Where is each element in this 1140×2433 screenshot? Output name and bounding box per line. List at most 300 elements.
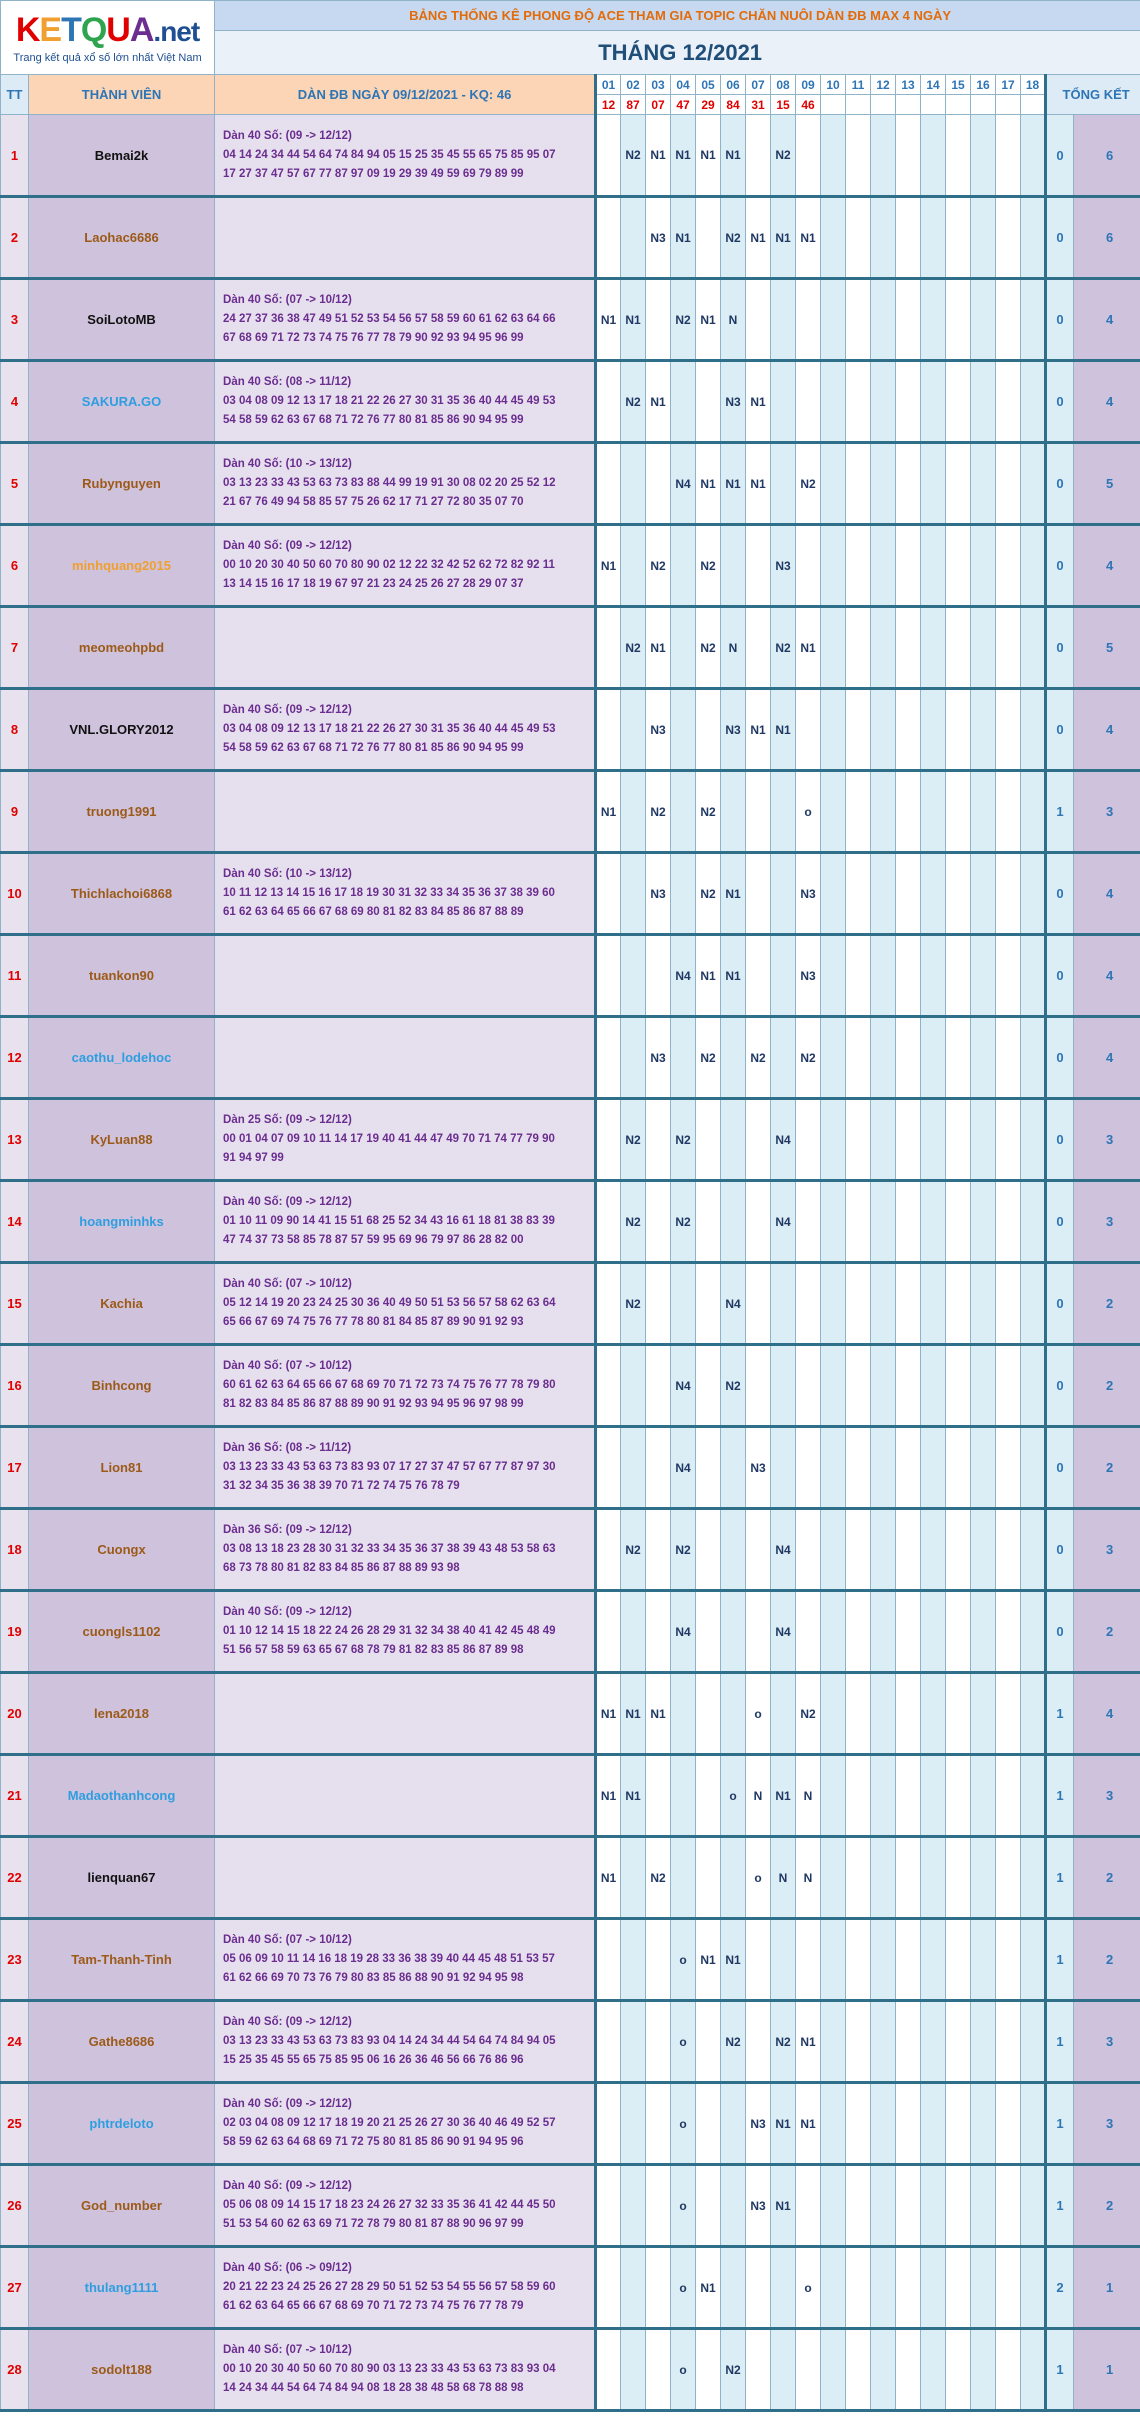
day-header: 15 bbox=[946, 75, 971, 95]
day-mark: N3 bbox=[646, 1017, 671, 1099]
day-mark bbox=[871, 689, 896, 771]
day-mark bbox=[746, 525, 771, 607]
member-name[interactable]: Cuongx bbox=[29, 1509, 215, 1591]
day-mark: N4 bbox=[771, 1099, 796, 1181]
day-mark: N1 bbox=[646, 115, 671, 197]
day-mark bbox=[846, 2001, 871, 2083]
summary-left: 0 bbox=[1046, 1263, 1074, 1345]
day-mark bbox=[696, 1427, 721, 1509]
day-mark: N1 bbox=[771, 2165, 796, 2247]
day-mark bbox=[971, 1345, 996, 1427]
day-mark bbox=[871, 1509, 896, 1591]
day-mark bbox=[821, 2001, 846, 2083]
day-mark bbox=[896, 2247, 921, 2329]
day-mark bbox=[746, 115, 771, 197]
day-mark bbox=[971, 1263, 996, 1345]
member-row bbox=[1, 771, 1140, 853]
day-mark bbox=[896, 1591, 921, 1673]
day-mark bbox=[746, 1509, 771, 1591]
day-mark bbox=[921, 607, 946, 689]
day-mark bbox=[946, 525, 971, 607]
member-row bbox=[1, 689, 1140, 771]
day-header: 13 bbox=[896, 75, 921, 95]
member-name[interactable]: Gathe8686 bbox=[29, 2001, 215, 2083]
day-mark bbox=[846, 2165, 871, 2247]
day-mark bbox=[846, 1509, 871, 1591]
day-mark bbox=[621, 2165, 646, 2247]
day-mark bbox=[946, 607, 971, 689]
member-name[interactable]: KyLuan88 bbox=[29, 1099, 215, 1181]
dan-line: Dàn 40 Số: (07 -> 10/12) bbox=[223, 1278, 352, 1290]
day-mark bbox=[1021, 1591, 1046, 1673]
day-mark bbox=[771, 853, 796, 935]
day-mark bbox=[896, 1263, 921, 1345]
day-mark bbox=[921, 2247, 946, 2329]
day-mark bbox=[871, 1181, 896, 1263]
result-header: 07 bbox=[646, 95, 671, 115]
member-name[interactable]: Madaothanhcong bbox=[29, 1755, 215, 1837]
day-mark bbox=[646, 1345, 671, 1427]
dan-line: 15 25 35 45 55 65 75 85 95 06 16 26 36 46 56 66 76 86 96 bbox=[223, 2054, 524, 2066]
day-mark: N2 bbox=[646, 771, 671, 853]
day-mark: N2 bbox=[621, 1181, 646, 1263]
day-mark bbox=[996, 1345, 1021, 1427]
day-mark: N2 bbox=[771, 2001, 796, 2083]
dan-cell bbox=[215, 1837, 596, 1919]
row-number: 14 bbox=[1, 1181, 29, 1263]
day-mark: N2 bbox=[671, 1099, 696, 1181]
day-mark: N1 bbox=[696, 935, 721, 1017]
dan-line: 61 62 63 64 65 66 67 68 69 80 81 82 83 84 85 86 87 88 89 bbox=[223, 906, 524, 918]
day-mark bbox=[821, 197, 846, 279]
day-mark bbox=[821, 689, 846, 771]
day-mark bbox=[821, 279, 846, 361]
dan-line: Dàn 40 Số: (06 -> 09/12) bbox=[223, 2262, 352, 2274]
member-row bbox=[1, 2247, 1140, 2329]
day-mark bbox=[646, 443, 671, 525]
summary-right: 2 bbox=[1074, 1591, 1140, 1673]
day-mark bbox=[696, 361, 721, 443]
dan-cell bbox=[215, 1427, 596, 1509]
dan-line: 03 13 23 33 43 53 63 73 83 93 07 17 27 37 47 57 67 77 87 97 30 bbox=[223, 1461, 556, 1473]
summary-left: 1 bbox=[1046, 1755, 1074, 1837]
dan-cell bbox=[215, 853, 596, 935]
dan-cell bbox=[215, 1673, 596, 1755]
day-mark bbox=[621, 2247, 646, 2329]
day-mark: N1 bbox=[621, 1755, 646, 1837]
summary-right: 4 bbox=[1074, 1673, 1140, 1755]
member-row bbox=[1, 1181, 1140, 1263]
day-mark bbox=[621, 853, 646, 935]
day-mark bbox=[696, 2165, 721, 2247]
day-mark bbox=[921, 1755, 946, 1837]
day-mark bbox=[846, 1017, 871, 1099]
member-name[interactable]: Binhcong bbox=[29, 1345, 215, 1427]
summary-right: 4 bbox=[1074, 279, 1140, 361]
dan-line: Dàn 40 Số: (09 -> 12/12) bbox=[223, 2180, 352, 2192]
day-mark bbox=[721, 2247, 746, 2329]
day-mark bbox=[746, 1181, 771, 1263]
day-mark bbox=[696, 1673, 721, 1755]
day-mark: N1 bbox=[646, 361, 671, 443]
day-mark: N1 bbox=[596, 279, 621, 361]
day-mark bbox=[871, 1345, 896, 1427]
day-mark bbox=[846, 1427, 871, 1509]
day-mark bbox=[971, 607, 996, 689]
day-mark bbox=[646, 1591, 671, 1673]
member-name[interactable]: thulang1111 bbox=[29, 2247, 215, 2329]
day-mark bbox=[846, 2329, 871, 2411]
day-mark: N1 bbox=[621, 279, 646, 361]
day-mark bbox=[596, 1509, 621, 1591]
day-mark bbox=[821, 1181, 846, 1263]
member-name[interactable]: God_number bbox=[29, 2165, 215, 2247]
day-mark bbox=[696, 1755, 721, 1837]
day-mark: N1 bbox=[696, 443, 721, 525]
day-mark: N2 bbox=[796, 1017, 821, 1099]
result-header: 15 bbox=[771, 95, 796, 115]
day-mark bbox=[871, 1591, 896, 1673]
member-name[interactable]: truong1991 bbox=[29, 771, 215, 853]
day-mark bbox=[596, 935, 621, 1017]
day-header: 17 bbox=[996, 75, 1021, 95]
day-mark bbox=[596, 443, 621, 525]
dan-line: 51 53 54 60 62 63 69 71 72 78 79 80 81 87 88 90 96 97 99 bbox=[223, 2218, 524, 2230]
row-number: 13 bbox=[1, 1099, 29, 1181]
row-number: 6 bbox=[1, 525, 29, 607]
day-mark: N2 bbox=[671, 1509, 696, 1591]
day-mark bbox=[971, 115, 996, 197]
day-mark bbox=[596, 607, 621, 689]
day-mark: N1 bbox=[796, 197, 821, 279]
summary-right: 4 bbox=[1074, 689, 1140, 771]
day-mark: N2 bbox=[621, 115, 646, 197]
day-mark bbox=[696, 2083, 721, 2165]
member-name[interactable]: Rubynguyen bbox=[29, 443, 215, 525]
day-mark bbox=[596, 1017, 621, 1099]
day-mark bbox=[821, 1509, 846, 1591]
member-name[interactable]: minhquang2015 bbox=[29, 525, 215, 607]
day-mark bbox=[1021, 361, 1046, 443]
day-mark: N4 bbox=[771, 1509, 796, 1591]
day-mark bbox=[996, 771, 1021, 853]
day-mark: N2 bbox=[721, 2329, 746, 2411]
day-mark bbox=[996, 361, 1021, 443]
member-row bbox=[1, 1591, 1140, 1673]
summary-left: 0 bbox=[1046, 935, 1074, 1017]
day-mark bbox=[946, 2001, 971, 2083]
day-mark: N4 bbox=[771, 1181, 796, 1263]
dan-line: 67 68 69 71 72 73 74 75 76 77 78 79 90 92 93 94 95 96 99 bbox=[223, 332, 524, 344]
day-mark: N4 bbox=[671, 1591, 696, 1673]
day-mark bbox=[1021, 1837, 1046, 1919]
day-mark: o bbox=[671, 2247, 696, 2329]
row-number: 27 bbox=[1, 2247, 29, 2329]
logo-tagline: Trang kết quả xổ số lớn nhất Việt Nam bbox=[13, 51, 202, 64]
member-row bbox=[1, 1837, 1140, 1919]
day-mark bbox=[921, 689, 946, 771]
day-mark bbox=[771, 2329, 796, 2411]
day-mark bbox=[671, 525, 696, 607]
member-header: THÀNH VIÊN bbox=[29, 75, 215, 115]
day-mark: N2 bbox=[696, 1017, 721, 1099]
dan-cell bbox=[215, 2083, 596, 2165]
day-mark: N1 bbox=[646, 1673, 671, 1755]
day-mark bbox=[846, 115, 871, 197]
member-name[interactable]: cuongls1102 bbox=[29, 1591, 215, 1673]
day-mark bbox=[921, 525, 946, 607]
day-mark bbox=[971, 361, 996, 443]
day-mark: N1 bbox=[721, 115, 746, 197]
day-mark bbox=[771, 935, 796, 1017]
member-name[interactable]: hoangminhks bbox=[29, 1181, 215, 1263]
dan-cell bbox=[215, 2329, 596, 2411]
member-row bbox=[1, 2083, 1140, 2165]
day-mark bbox=[696, 1837, 721, 1919]
day-mark bbox=[921, 2083, 946, 2165]
day-mark: N1 bbox=[596, 525, 621, 607]
day-header: 12 bbox=[871, 75, 896, 95]
summary-left: 0 bbox=[1046, 1181, 1074, 1263]
summary-left: 1 bbox=[1046, 2083, 1074, 2165]
day-mark: o bbox=[721, 1755, 746, 1837]
member-row bbox=[1, 1345, 1140, 1427]
day-mark: o bbox=[671, 2001, 696, 2083]
day-mark bbox=[946, 1509, 971, 1591]
day-mark bbox=[1021, 1509, 1046, 1591]
row-number: 23 bbox=[1, 1919, 29, 2001]
member-name[interactable]: Kachia bbox=[29, 1263, 215, 1345]
dan-cell bbox=[215, 1263, 596, 1345]
day-mark bbox=[1021, 2329, 1046, 2411]
member-row bbox=[1, 607, 1140, 689]
dan-line: 10 11 12 13 14 15 16 17 18 19 30 31 32 33 34 35 36 37 38 39 60 bbox=[223, 887, 555, 899]
day-mark: N2 bbox=[646, 1837, 671, 1919]
summary-right: 4 bbox=[1074, 1017, 1140, 1099]
member-name[interactable]: SAKURA.GO bbox=[29, 361, 215, 443]
day-mark bbox=[921, 2165, 946, 2247]
day-mark bbox=[921, 771, 946, 853]
summary-header: TỔNG KẾT bbox=[1046, 75, 1140, 115]
day-mark bbox=[646, 1099, 671, 1181]
member-name[interactable]: Tam-Thanh-Tinh bbox=[29, 1919, 215, 2001]
day-mark: N3 bbox=[746, 2165, 771, 2247]
summary-right: 2 bbox=[1074, 1263, 1140, 1345]
member-row bbox=[1, 1099, 1140, 1181]
day-mark bbox=[796, 689, 821, 771]
member-name[interactable]: tuankon90 bbox=[29, 935, 215, 1017]
day-mark bbox=[1021, 853, 1046, 935]
day-mark bbox=[996, 279, 1021, 361]
result-header: 46 bbox=[796, 95, 821, 115]
day-mark bbox=[671, 1673, 696, 1755]
member-row bbox=[1, 115, 1140, 197]
day-mark bbox=[896, 1837, 921, 1919]
day-mark bbox=[896, 2329, 921, 2411]
day-mark bbox=[896, 443, 921, 525]
result-header bbox=[921, 95, 946, 115]
day-mark bbox=[871, 607, 896, 689]
day-mark: N1 bbox=[746, 443, 771, 525]
dan-line: 00 10 20 30 40 50 60 70 80 90 02 12 22 32 42 52 62 72 82 92 11 bbox=[223, 559, 555, 571]
day-mark bbox=[871, 525, 896, 607]
day-mark bbox=[846, 361, 871, 443]
day-mark bbox=[1021, 1919, 1046, 2001]
logo-suffix: .net bbox=[153, 15, 200, 47]
member-row bbox=[1, 1673, 1140, 1755]
member-row bbox=[1, 197, 1140, 279]
summary-right: 2 bbox=[1074, 1919, 1140, 2001]
member-name[interactable]: lena2018 bbox=[29, 1673, 215, 1755]
summary-left: 0 bbox=[1046, 1017, 1074, 1099]
day-mark bbox=[921, 1919, 946, 2001]
day-mark bbox=[646, 2001, 671, 2083]
day-mark bbox=[821, 1755, 846, 1837]
day-mark bbox=[821, 1099, 846, 1181]
day-mark bbox=[596, 1181, 621, 1263]
day-mark: N2 bbox=[621, 1509, 646, 1591]
page-title: THÁNG 12/2021 bbox=[215, 31, 1140, 75]
row-number: 11 bbox=[1, 935, 29, 1017]
dan-line: Dàn 40 Số: (10 -> 13/12) bbox=[223, 458, 352, 470]
dan-line: Dàn 40 Số: (09 -> 12/12) bbox=[223, 2098, 352, 2110]
day-mark bbox=[671, 361, 696, 443]
day-mark bbox=[696, 2001, 721, 2083]
day-header: 10 bbox=[821, 75, 846, 95]
row-number: 26 bbox=[1, 2165, 29, 2247]
day-mark bbox=[696, 1099, 721, 1181]
day-mark: N2 bbox=[721, 1345, 746, 1427]
day-mark bbox=[796, 525, 821, 607]
day-mark bbox=[671, 1263, 696, 1345]
dan-cell bbox=[215, 771, 596, 853]
day-mark bbox=[796, 1591, 821, 1673]
day-mark bbox=[621, 1591, 646, 1673]
day-mark bbox=[621, 525, 646, 607]
day-mark: o bbox=[746, 1837, 771, 1919]
member-name[interactable]: phtrdeloto bbox=[29, 2083, 215, 2165]
day-mark bbox=[721, 1181, 746, 1263]
day-mark bbox=[746, 2001, 771, 2083]
row-number: 12 bbox=[1, 1017, 29, 1099]
dan-line: 03 04 08 09 12 13 17 18 21 22 26 27 30 31 35 36 40 44 45 49 53 bbox=[223, 723, 556, 735]
day-mark bbox=[946, 279, 971, 361]
day-mark bbox=[1021, 2001, 1046, 2083]
day-mark bbox=[971, 1181, 996, 1263]
day-mark bbox=[721, 525, 746, 607]
member-name[interactable]: VNL.GLORY2012 bbox=[29, 689, 215, 771]
day-mark: N bbox=[771, 1837, 796, 1919]
day-mark bbox=[596, 1099, 621, 1181]
day-mark: N bbox=[721, 607, 746, 689]
dan-line: 51 56 57 58 59 63 65 67 68 78 79 81 82 83 85 86 87 89 98 bbox=[223, 1644, 524, 1656]
day-mark: N bbox=[796, 1837, 821, 1919]
member-name[interactable]: meomeohpbd bbox=[29, 607, 215, 689]
day-mark bbox=[971, 1427, 996, 1509]
day-mark bbox=[971, 279, 996, 361]
member-row bbox=[1, 1919, 1140, 2001]
day-mark bbox=[696, 1509, 721, 1591]
summary-right: 4 bbox=[1074, 361, 1140, 443]
day-mark bbox=[796, 1427, 821, 1509]
summary-right: 1 bbox=[1074, 2247, 1140, 2329]
day-mark bbox=[971, 1017, 996, 1099]
day-mark bbox=[646, 2083, 671, 2165]
member-name[interactable]: Laohac6686 bbox=[29, 197, 215, 279]
day-mark bbox=[896, 197, 921, 279]
member-name[interactable]: lienquan67 bbox=[29, 1837, 215, 1919]
day-mark bbox=[896, 1755, 921, 1837]
day-mark: N1 bbox=[596, 1837, 621, 1919]
day-mark: N4 bbox=[671, 1345, 696, 1427]
day-mark bbox=[896, 2083, 921, 2165]
day-mark bbox=[996, 115, 1021, 197]
summary-right: 3 bbox=[1074, 1181, 1140, 1263]
logo[interactable] bbox=[1, 1, 215, 75]
day-mark bbox=[646, 1919, 671, 2001]
dan-line: 47 74 37 73 58 85 78 87 57 59 95 69 96 79 97 86 28 82 00 bbox=[223, 1234, 524, 1246]
day-mark bbox=[1021, 1181, 1046, 1263]
day-mark: N1 bbox=[596, 771, 621, 853]
member-name[interactable]: Lion81 bbox=[29, 1427, 215, 1509]
dan-line: 24 27 37 36 38 47 49 51 52 53 54 56 57 58 59 60 61 62 63 64 66 bbox=[223, 313, 556, 325]
dan-line: 05 06 09 10 11 14 16 18 19 28 33 36 38 39 40 44 45 48 51 53 57 bbox=[223, 1953, 555, 1965]
dan-line: 91 94 97 99 bbox=[223, 1152, 284, 1164]
day-mark bbox=[921, 1263, 946, 1345]
row-number: 10 bbox=[1, 853, 29, 935]
day-mark bbox=[721, 1673, 746, 1755]
dan-line: 65 66 67 69 74 75 76 77 78 80 81 84 85 87 89 90 91 92 93 bbox=[223, 1316, 524, 1328]
result-header bbox=[871, 95, 896, 115]
day-mark bbox=[1021, 279, 1046, 361]
day-mark bbox=[996, 1755, 1021, 1837]
day-mark bbox=[746, 2247, 771, 2329]
member-name[interactable]: SoiLotoMB bbox=[29, 279, 215, 361]
member-row bbox=[1, 1427, 1140, 1509]
day-mark bbox=[596, 1591, 621, 1673]
day-mark: N2 bbox=[621, 1099, 646, 1181]
day-mark bbox=[821, 2083, 846, 2165]
day-header: 01 bbox=[596, 75, 621, 95]
dan-cell bbox=[215, 1919, 596, 2001]
day-mark: N1 bbox=[771, 197, 796, 279]
day-mark bbox=[746, 1345, 771, 1427]
day-mark bbox=[946, 935, 971, 1017]
day-mark: o bbox=[796, 2247, 821, 2329]
member-name[interactable]: Thichlachoi6868 bbox=[29, 853, 215, 935]
day-mark bbox=[846, 197, 871, 279]
dan-line: Dàn 40 Số: (09 -> 12/12) bbox=[223, 1196, 352, 1208]
day-mark: o bbox=[671, 2083, 696, 2165]
day-mark bbox=[721, 771, 746, 853]
day-mark: o bbox=[746, 1673, 771, 1755]
member-name[interactable]: caothu_lodehoc bbox=[29, 1017, 215, 1099]
day-mark bbox=[796, 1345, 821, 1427]
day-mark bbox=[921, 1509, 946, 1591]
day-mark bbox=[871, 1919, 896, 2001]
day-mark bbox=[846, 1099, 871, 1181]
day-mark bbox=[971, 1919, 996, 2001]
day-mark bbox=[996, 2329, 1021, 2411]
member-name[interactable]: sodolt188 bbox=[29, 2329, 215, 2411]
day-mark bbox=[746, 1099, 771, 1181]
dan-line: Dàn 36 Số: (08 -> 11/12) bbox=[223, 1442, 352, 1454]
dan-line: 03 13 23 33 43 53 63 73 83 88 44 99 19 91 30 08 02 20 25 52 12 bbox=[223, 477, 556, 489]
member-name[interactable]: Bemai2k bbox=[29, 115, 215, 197]
day-mark bbox=[621, 1427, 646, 1509]
day-mark bbox=[996, 525, 1021, 607]
day-mark bbox=[846, 853, 871, 935]
